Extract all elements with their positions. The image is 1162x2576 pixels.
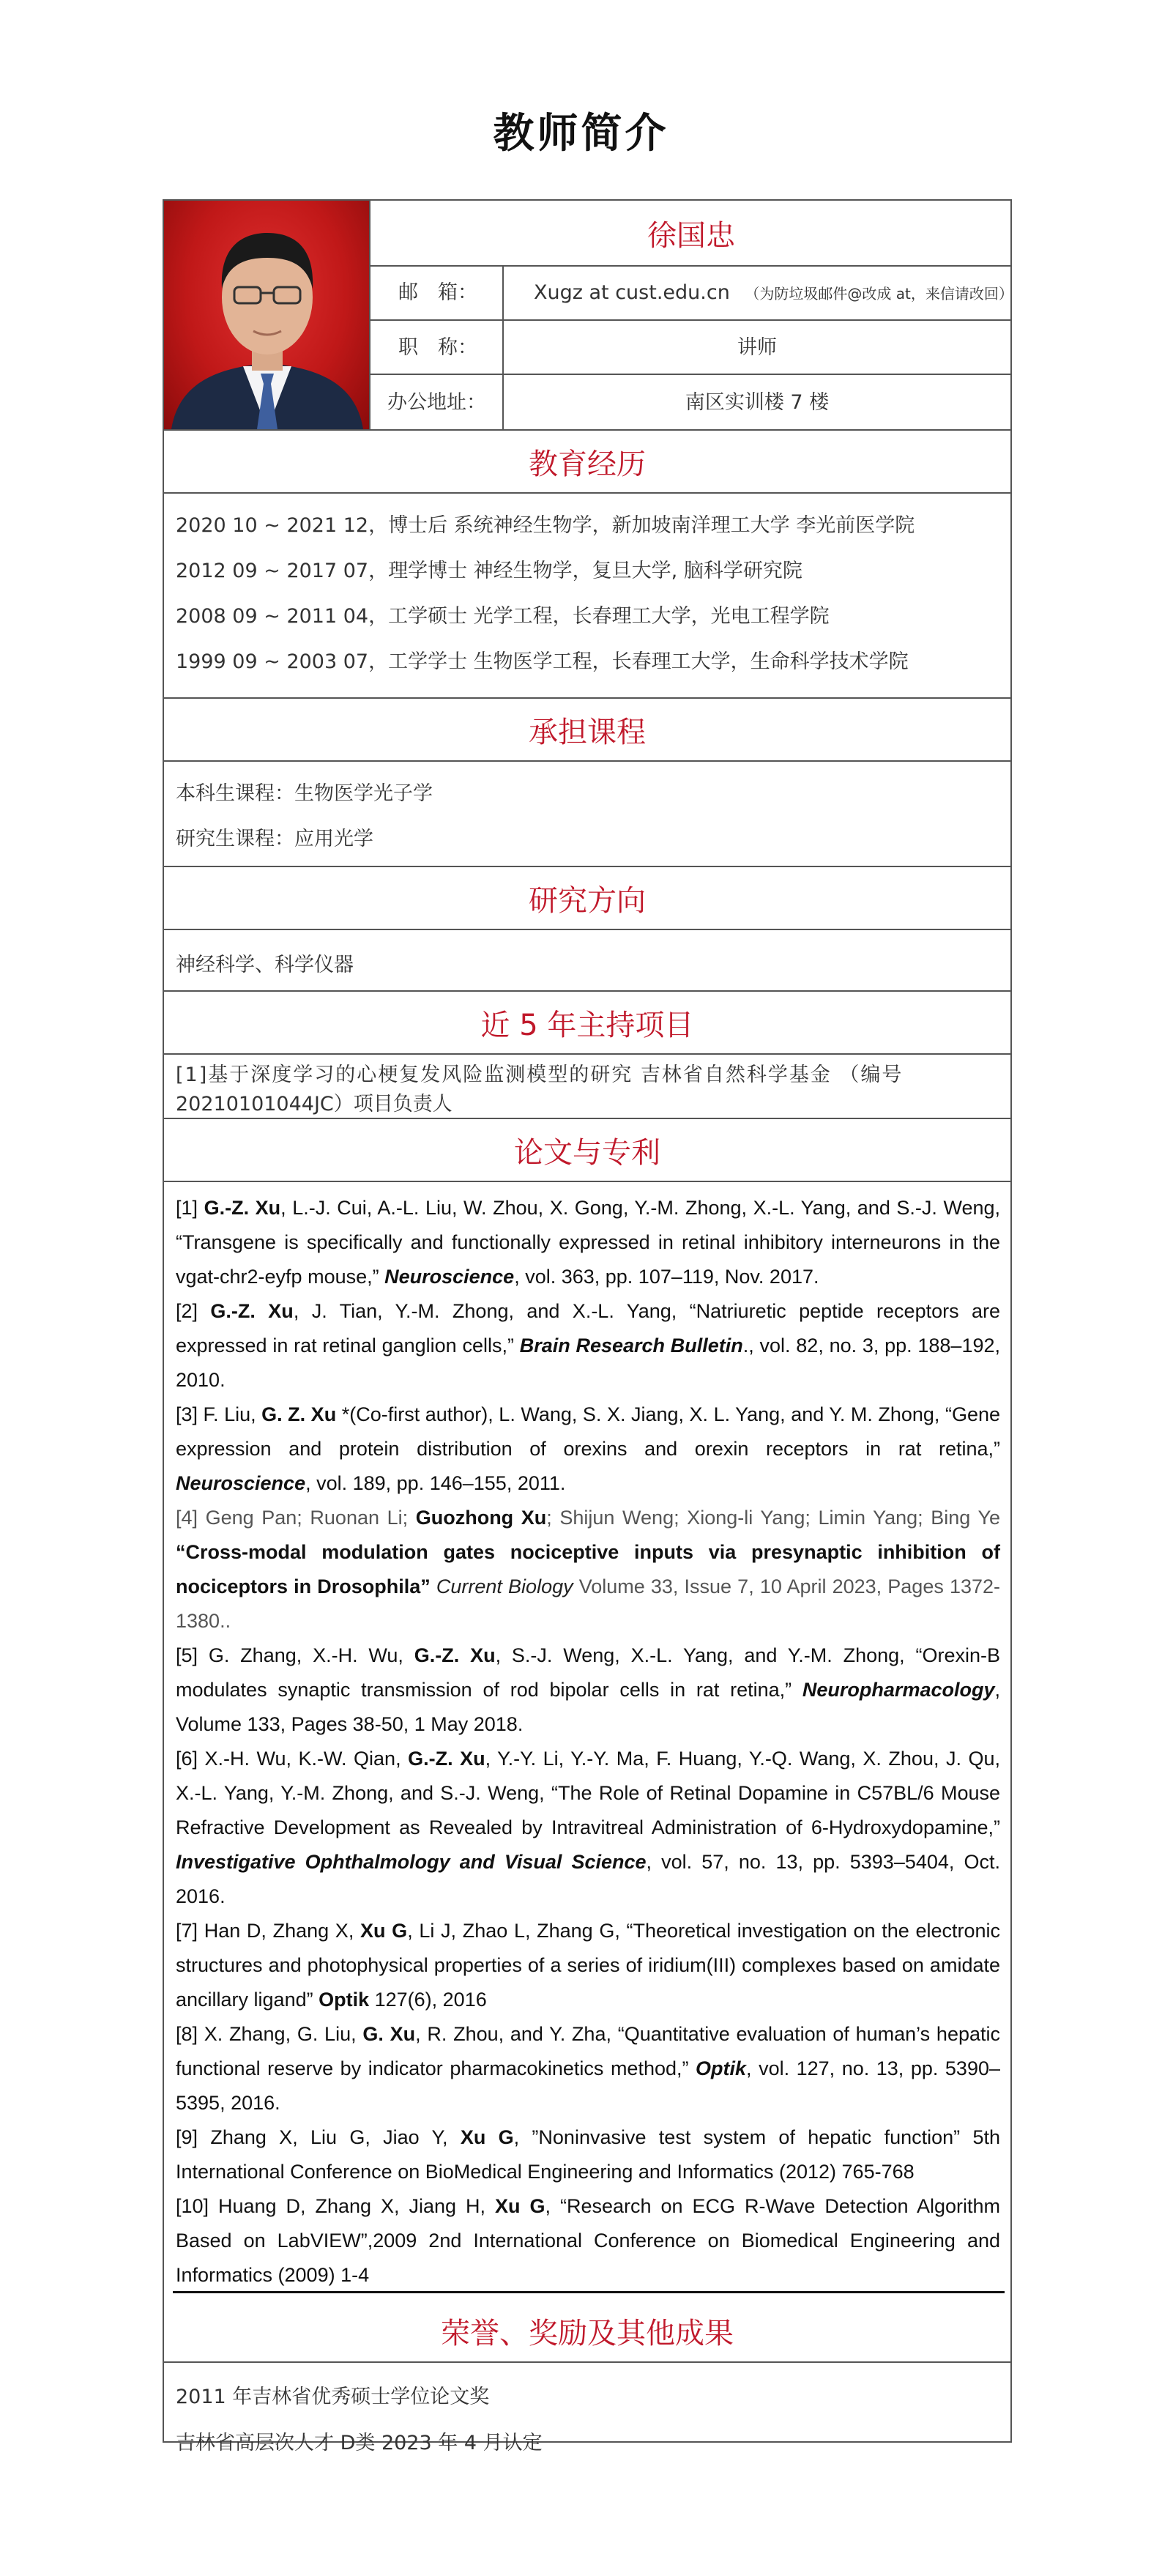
research-heading: 研究方向 <box>529 884 646 918</box>
project-item-line: [1]基于深度学习的心梗复发风险监测模型的研究 吉林省自然科学基金 （编号 <box>176 1064 904 1086</box>
paper-item: [2] G.-Z. Xu, J. Tian, Y.-M. Zhong, and X.-L. Yang, “Natriuretic peptide receptors are expressed in rat retinal ganglion cells,” Brain Research Bulletin., vol. 82, no. 3, pp. 188–192, 2010. <box>176 1300 1001 1391</box>
page-title: 教师简介 <box>493 110 669 157</box>
honor-item: 2011 年吉林省优秀硕士学位论文奖 <box>176 2386 490 2408</box>
paper-item: [6] X.-H. Wu, K.-W. Qian, G.-Z. Xu, Y.-Y. Li, Y.-Y. Ma, F. Huang, Y.-Q. Wang, X. Zhou, J. Qu, X.-L. Yang, Y.-M. Zhong, and S.-J. Weng, “The Role of Retinal Dopamine in C57BL/6 Mouse Refractive Development as Revealed by Intravitreal Administration of 6-Hydroxydopamine,” Investigative Ophthalmology and Visual Science, vol. 57, no. 13, pp. 5393–5404, Oct. 2016. <box>176 1748 1000 1907</box>
honor-item: 吉林省高层次人才 D类 2023 年 4 月认定 <box>176 2432 543 2454</box>
honors-heading: 荣誉、奖励及其他成果 <box>441 2317 734 2350</box>
education-heading: 教育经历 <box>529 448 646 481</box>
office-label: 办公地址： <box>387 391 486 414</box>
education-item: 2008 09 ~ 2011 04，工学硕士 光学工程，长春理工大学，光电工程学院 <box>176 605 830 628</box>
paper-item: [7] Han D, Zhang X, Xu G, Li J, Zhao L, Zhang G, “Theoretical investigation on the electronic structures and photophysical properties of a series of iridium(III) complexes based on amidate ancillary ligand” Optik 127(6), 2016 <box>176 1920 1001 2011</box>
paper-item: [5] G. Zhang, X.-H. Wu, G.-Z. Xu, S.-J. Weng, X.-L. Yang, and Y.-M. Zhong, “Orexin-B modulates synaptic transmission of rod bipolar cells in rat retina,” Neuropharmacology, Volume 133, Pages 38-50, 1 May 2018. <box>176 1644 1000 1735</box>
teacher-name: 徐国忠 <box>647 219 735 253</box>
office-value: 南区实训楼 7 楼 <box>685 391 830 414</box>
paper-item: [10] Huang D, Zhang X, Jiang H, Xu G, “Research on ECG R-Wave Detection Algorithm Based on LabVIEW”,2009 2nd International Conference on Biomedical Engineering and Informatics (2009) 1-4 <box>176 2195 1000 2286</box>
course-item: 本科生课程：生物医学光子学 <box>176 782 433 805</box>
paper-item: [3] F. Liu, G. Z. Xu *(Co-first author), L. Wang, S. X. Jiang, X. L. Yang, and Y. M. Zhong, “Gene expression and protein distribution of orexins and orexin receptors in rat retina,” Neuroscience, vol. 189, pp. 146–155, 2011. <box>176 1403 1000 1494</box>
courses-heading: 承担课程 <box>529 716 646 749</box>
title-value: 讲师 <box>737 336 777 359</box>
course-item: 研究生课程：应用光学 <box>176 828 373 850</box>
project-item-line: 20210101044JC）项目负责人 <box>176 1093 452 1116</box>
paper-item: [4] Geng Pan; Ruonan Li; Guozhong Xu; Shijun Weng; Xiong-li Yang; Limin Yang; Bing Ye “Cross-modal modulation gates nociceptive inputs via presynaptic inhibition of nociceptors in Drosophila” Current Biology Volume 33, Issue 7, 10 April 2023, Pages 1372-1380.. <box>176 1507 1001 1632</box>
projects-heading: 近 5 年主持项目 <box>480 1009 694 1042</box>
paper-list <box>176 1191 1000 2293</box>
paper-item: [9] Zhang X, Liu G, Jiao Y, Xu G, ”Noninvasive test system of hepatic function” 5th International Conference on BioMedical Engineering and Informatics (2012) 765-768 <box>176 2126 1001 2183</box>
research-text: 神经科学、科学仪器 <box>176 954 354 976</box>
profile-table <box>163 199 1013 2454</box>
papers-heading: 论文与专利 <box>514 1136 660 1170</box>
title-label: 职 称： <box>398 336 477 359</box>
email-label: 邮 箱： <box>398 281 477 304</box>
email-value <box>534 283 1013 304</box>
education-item: 2020 10 ~ 2021 12，博士后 系统神经生物学，新加坡南洋理工大学 李光前医学院 <box>176 514 915 537</box>
email-note: （为防垃圾邮件@改成 at，来信请改回） <box>745 285 1013 302</box>
paper-item: [8] X. Zhang, G. Liu, G. Xu, R. Zhou, and Y. Zha, “Quantitative evaluation of human’s hepatic functional reserve by indicator pharmacokinetics method,” Optik, vol. 127, no. 13, pp. 5390–5395, 2016. <box>176 2023 1000 2114</box>
education-item: 2012 09 ~ 2017 07，理学博士 神经生物学，复旦大学, 脑科学研究院 <box>176 560 802 582</box>
education-item: 1999 09 ~ 2003 07，工学学士 生物医学工程，长春理工大学，生命科学技术学院 <box>176 650 909 673</box>
portrait-photo <box>164 201 370 429</box>
email-address: Xugz at cust.edu.cn <box>534 281 730 304</box>
paper-item: [1] G.-Z. Xu, L.-J. Cui, A.-L. Liu, W. Zhou, X. Gong, Y.-M. Zhong, X.-L. Yang, and S.-J. Weng, “Transgene is specifically and functionally expressed in retinal inhibitory interneurons in the vgat-chr2-eyfp mouse,” Neuroscience, vol. 363, pp. 107–119, Nov. 2017. <box>176 1197 1001 1288</box>
